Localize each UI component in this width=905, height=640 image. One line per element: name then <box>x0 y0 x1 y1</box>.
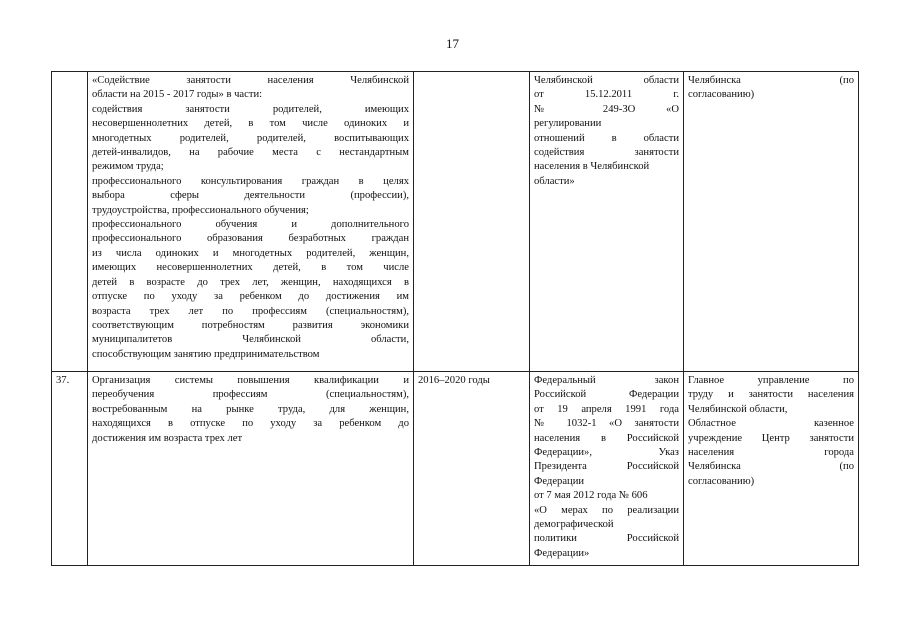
legal-basis-cell <box>530 72 684 372</box>
text-line: № 1032-1 «О занятости <box>534 418 679 430</box>
term-cell <box>414 72 530 372</box>
text-line: Федерации», Указ <box>534 447 679 459</box>
text-line: населения в Челябинской <box>534 161 650 173</box>
text-line: Челябинска (по <box>688 461 854 473</box>
text-line: возраста трех лет по профессиям (специальностям), <box>92 305 409 317</box>
text-line: Областное казенное <box>688 418 854 430</box>
text-line: Челябинской области, <box>688 403 788 415</box>
text-line: из числа одиноких и многодетных родителей, женщин, <box>92 247 409 259</box>
text-line: № 249-ЗО «О <box>534 103 679 115</box>
row-number-cell: 37. <box>52 372 88 566</box>
text-line: области на 2015 - 2017 годы» в части: <box>92 89 263 101</box>
text-line: населения города <box>688 447 854 459</box>
text-line: учреждение Центр занятости <box>688 432 854 444</box>
description-cell <box>88 372 414 566</box>
executor-cell <box>684 372 859 566</box>
text-line: Челябинска (по <box>688 75 854 86</box>
text-line: от 15.12.2011 г. <box>534 89 679 101</box>
text-line: содействия занятости родителей, имеющих <box>92 103 409 115</box>
text-line: труду и занятости населения <box>688 389 854 401</box>
text-line: трудоустройства, профессионального обучения; <box>92 204 309 216</box>
text-line: отпуске по уходу за ребенком до достижения им <box>92 291 409 303</box>
text-line: Федерации <box>534 475 585 487</box>
text-line: переобучения профессиям (специальностям), <box>92 389 409 401</box>
text-line: способствующим занятию предпринимательством <box>92 348 320 360</box>
text-line: имеющих несовершеннолетних детей, в том числе <box>92 262 409 274</box>
text-line: от 7 мая 2012 года № 606 <box>534 490 648 502</box>
text-line: профессионального консультирования граждан в целях <box>92 175 409 187</box>
measures-table <box>51 71 859 566</box>
text-line: Челябинской области <box>534 75 679 86</box>
text-line: населения в Российской <box>534 432 679 444</box>
text-line: детей-инвалидов, на рабочие места с нестандартным <box>92 147 409 159</box>
text-line: достижения им возраста трех лет <box>92 432 243 444</box>
text-line: несовершеннолетних детей, в том числе одиноких и <box>92 118 409 130</box>
text-line: Федеральный закон <box>534 375 679 386</box>
text-line: регулировании <box>534 118 602 130</box>
description-cell <box>88 72 414 372</box>
text-line: Российской Федерации <box>534 389 679 401</box>
text-line: детей в возрасте до трех лет, женщин, находящихся в <box>92 276 409 288</box>
text-line: области» <box>534 175 575 187</box>
text-line: муниципалитетов Челябинской области, <box>92 334 409 346</box>
table-row <box>52 372 859 566</box>
text-line: Федерации» <box>534 547 590 559</box>
text-line: профессионального образования безработных граждан <box>92 233 409 245</box>
text-line: многодетных родителей, родителей, воспитывающих <box>92 132 409 144</box>
text-line: согласованию) <box>688 89 755 101</box>
text-line: профессионального обучения и дополнительного <box>92 219 409 231</box>
text-line: политики Российской <box>534 533 679 545</box>
row-number-cell <box>52 72 88 372</box>
text-line: «О мерах по реализации <box>534 504 679 516</box>
text-line: от 19 апреля 1991 года <box>534 403 679 415</box>
text-line: отношений в области <box>534 132 679 144</box>
executor-cell <box>684 72 859 372</box>
text-line: режимом труда; <box>92 161 164 173</box>
table-row <box>52 72 859 372</box>
text-line: выбора сферы деятельности (профессии), <box>92 190 409 202</box>
text-line: демографической <box>534 519 614 531</box>
legal-basis-cell <box>530 372 684 566</box>
text-line: «Содействие занятости населения Челябинской <box>92 75 409 86</box>
text-line: содействия занятости <box>534 147 679 159</box>
page-number: 17 <box>446 36 459 51</box>
text-line: соответствующим потребностям развития экономики <box>92 319 409 331</box>
text-line: находящихся в отпуске по уходу за ребенком до <box>92 418 409 430</box>
text-line: Главное управление по <box>688 375 854 386</box>
text-line: согласованию) <box>688 475 755 487</box>
text-line: Организация системы повышения квалификации и <box>92 375 409 386</box>
text-line: Президента Российской <box>534 461 679 473</box>
term-cell: 2016–2020 годы <box>414 372 530 566</box>
text-line: востребованным на рынке труда, для женщин, <box>92 403 409 415</box>
